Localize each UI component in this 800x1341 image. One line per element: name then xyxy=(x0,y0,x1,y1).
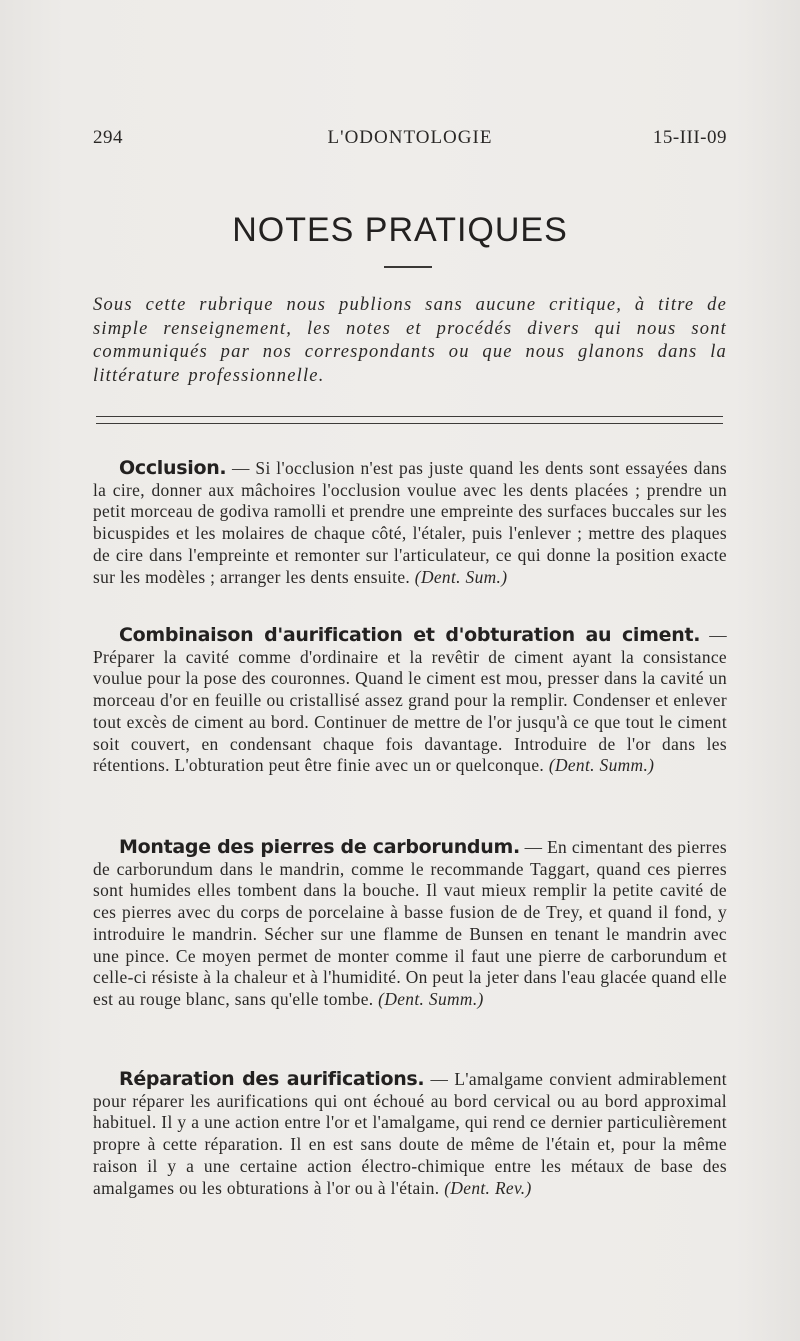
note-source: (Dent. Summ.) xyxy=(378,988,484,1009)
title-divider xyxy=(384,266,432,268)
running-head xyxy=(93,127,727,155)
issue-date: 15-III-09 xyxy=(652,127,727,148)
note-source: (Dent. Sum.) xyxy=(414,566,508,587)
intro-paragraph: Sous cette rubrique nous publions sans aucune critique, à titre de simple renseignement, les notes et procédés divers qui nous sont communiqués par nos correspondants ou que nous glanons dans la littérature professionnelle. xyxy=(93,295,727,386)
note-text: — En cimentant des pierres de carborundum dans le mandrin, comme le recommande Taggart, quand ces pierres sont humides elles tombent dans la bouche. Il vaut mieux remplir la petite cavité de ces pierres avec du corps de porcelaine à basse fusion de de Trey, et quand il fond, y introduire le mandrin. Sécher sur une flamme de Bunsen en tenant le mandrin avec une pince. Ce moyen permet de monter comme il faut une pierre de carborundum et celle-ci résiste à la chaleur et à l'humidité. On peut la jeter dans l'eau glacée quand elle est au rouge blanc, sans qu'elle tombe. xyxy=(93,837,728,1009)
journal-title: L'ODONTOLOGIE xyxy=(327,127,493,148)
page-number: 294 xyxy=(93,127,123,148)
note-heading: Réparation des aurifications. xyxy=(119,1068,425,1090)
note-source: (Dent. Rev.) xyxy=(444,1177,532,1198)
note-text: — Préparer la cavité comme d'ordinaire et la revêtir de ciment ayant la consistance voulue pour la pose des couronnes. Quand le ciment est mou, presser dans la cavité un morceau d'or en feuille ou cristallisé assez grand pour la remplir. Condenser et enlever tout excès de ciment au bord. Continuer de mettre de l'or jusqu'à ce que tout le ciment soit couvert, en condensant chaque fois davantage. Introduire de l'or dans les rétentions. L'obturation peut être finie avec un or quelconque. xyxy=(93,625,727,776)
note-reparation xyxy=(93,1069,727,1199)
page-title: NOTES PRATIQUES xyxy=(232,211,568,249)
note-montage xyxy=(93,837,727,1011)
note-occlusion xyxy=(93,458,727,588)
note-source: (Dent. Summ.) xyxy=(548,755,655,776)
note-text: — Si l'occlusion n'est pas juste quand les dents sont essayées dans la cire, donner aux mâchoires l'occlusion voulue avec les dents placées ; prendre un petit morceau de godiva ramolli et prendre une empreinte des surfaces buccales sur les bicuspides et les molaires de chaque côté, l'étaler, puis l'enlever ; mettre des plaques de cire dans l'empreinte et remonter sur l'articulateur, ce qui donne la position exacte sur les modèles ; arranger les dents ensuite. xyxy=(93,458,727,587)
note-heading: Combinaison d'aurification et d'obturation au ciment. xyxy=(119,624,701,646)
note-combinaison xyxy=(93,625,727,777)
note-heading: Occlusion. xyxy=(119,457,227,479)
double-divider xyxy=(96,416,723,424)
note-text: — L'amalgame convient admirablement pour réparer les aurifications qui ont échoué au bord cervical ou au bord approximal habituel. Il y a une action entre l'or et l'amalgame, qui rend ce dernier particulièrement propre à cette réparation. Il en est sans doute de même de l'étain et, pour la même raison il y a une certaine action électro-chimique entre les métaux de base des amalgames ou les obturations à l'or ou à l'étain. xyxy=(93,1069,727,1198)
note-heading: Montage des pierres de carborundum. xyxy=(119,836,520,858)
